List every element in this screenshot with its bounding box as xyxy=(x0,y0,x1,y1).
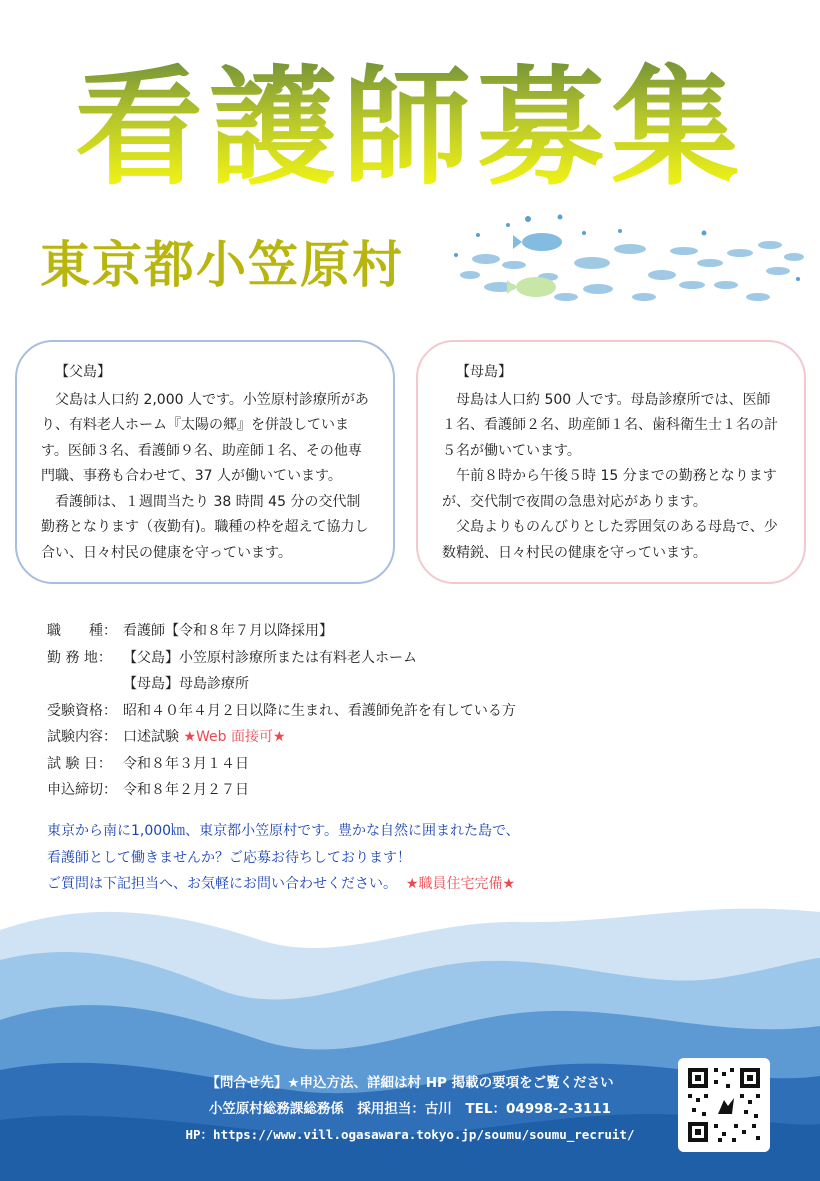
chichijima-box xyxy=(15,340,395,584)
location-value-2: 【母島】母島診療所 xyxy=(123,676,249,692)
message-line-3-row xyxy=(47,871,520,898)
contact-line-2: 小笠原村総務課総務係 採用担当：古川 TEL：04998-2-3111 xyxy=(208,1101,612,1117)
location-label: 勤 務 地： xyxy=(47,649,112,666)
job-row xyxy=(47,618,516,645)
exam-date-value: 令和８年３月１４日 xyxy=(123,755,249,772)
fish-school-illustration xyxy=(448,205,818,315)
svg-text:東京都小笠原村: 東京都小笠原村 xyxy=(40,236,404,294)
deadline-row xyxy=(47,777,516,804)
job-value: 看護師【令和８年７月以降採用】 xyxy=(123,623,333,639)
exam-label: 試験内容： xyxy=(47,729,117,745)
location-value-1: 【父島】小笠原村診療所または有料老人ホーム xyxy=(123,649,417,666)
subtitle xyxy=(40,228,440,298)
location-row xyxy=(47,645,516,672)
qualification-value: 昭和４０年４月２日以降に生まれ、看護師免許を有している方 xyxy=(123,702,516,719)
main-title xyxy=(0,40,820,200)
exam-date-row xyxy=(47,751,516,778)
deadline-value: 令和８年２月２７日 xyxy=(123,782,249,798)
location-row-2 xyxy=(47,671,516,698)
qualification-label: 受験資格： xyxy=(47,702,117,719)
exam-row xyxy=(47,724,516,751)
web-interview-note: ★Web 面接可★ xyxy=(183,729,286,745)
hahajima-box xyxy=(416,340,806,584)
contact-info xyxy=(140,1070,680,1148)
message-line-2: 看護師として働きませんか？ご応募お待ちしております！ xyxy=(47,849,411,866)
hahajima-paragraph-1: 母島は人口約 500 人です。母島診療所では、医師１名、看護師２名、助産師１名、歯科衛生士１名の計５名が働いています。 xyxy=(442,391,778,459)
deadline-label: 申込締切： xyxy=(47,782,117,798)
message-line-3: ご質問は下記担当へ、お気軽にお問い合わせください。 xyxy=(47,876,397,892)
message-line-1: 東京から南に1,000㎞、東京都小笠原村です。豊かな自然に囲まれた島で、 xyxy=(47,823,520,839)
hahajima-paragraph-2: 午前８時から午後５時 15 分までの勤務となりますが、交代制で夜間の急患対応があります。 xyxy=(442,468,777,510)
housing-note: ★職員住宅完備★ xyxy=(405,876,516,892)
svg-text:看護師募集: 看護師募集 xyxy=(74,54,746,200)
qr-code[interactable] xyxy=(678,1058,770,1152)
exam-date-label: 試 験 日： xyxy=(47,755,112,772)
contact-url[interactable]: HP：https://www.vill.ogasawara.tokyo.jp/soumu/soumu_recruit/ xyxy=(185,1127,635,1142)
hahajima-paragraph-3: 父島よりものんびりとした雰囲気のある母島で、少数精鋭、日々村民の健康を守っています。 xyxy=(442,519,778,561)
hahajima-heading: 【母島】 xyxy=(456,364,512,380)
chichijima-heading: 【父島】 xyxy=(55,364,111,380)
chichijima-paragraph-2: 看護師は、１週間当たり 38 時間 45 分の交代制勤務となります（夜勤有)。職種の枠を超えて協力し合い、日々村民の健康を守っています。 xyxy=(41,493,369,561)
chichijima-paragraph-1: 父島は人口約 2,000 人です。小笠原村診療所があり、有料老人ホーム『太陽の郷』を併設しています。医師３名、看護師９名、助産師１名、その他専門職、事務も合わせて、37 人が働いています。 xyxy=(41,391,369,484)
recruit-message xyxy=(47,818,520,898)
exam-value: 口述試験 xyxy=(123,729,179,745)
job-label: 職 種： xyxy=(47,623,117,639)
qualification-row xyxy=(47,698,516,725)
contact-line-1: 【問合せ先】★申込方法、詳細は村 HP 掲載の要項をご覧ください xyxy=(206,1075,614,1091)
job-details xyxy=(47,618,516,804)
